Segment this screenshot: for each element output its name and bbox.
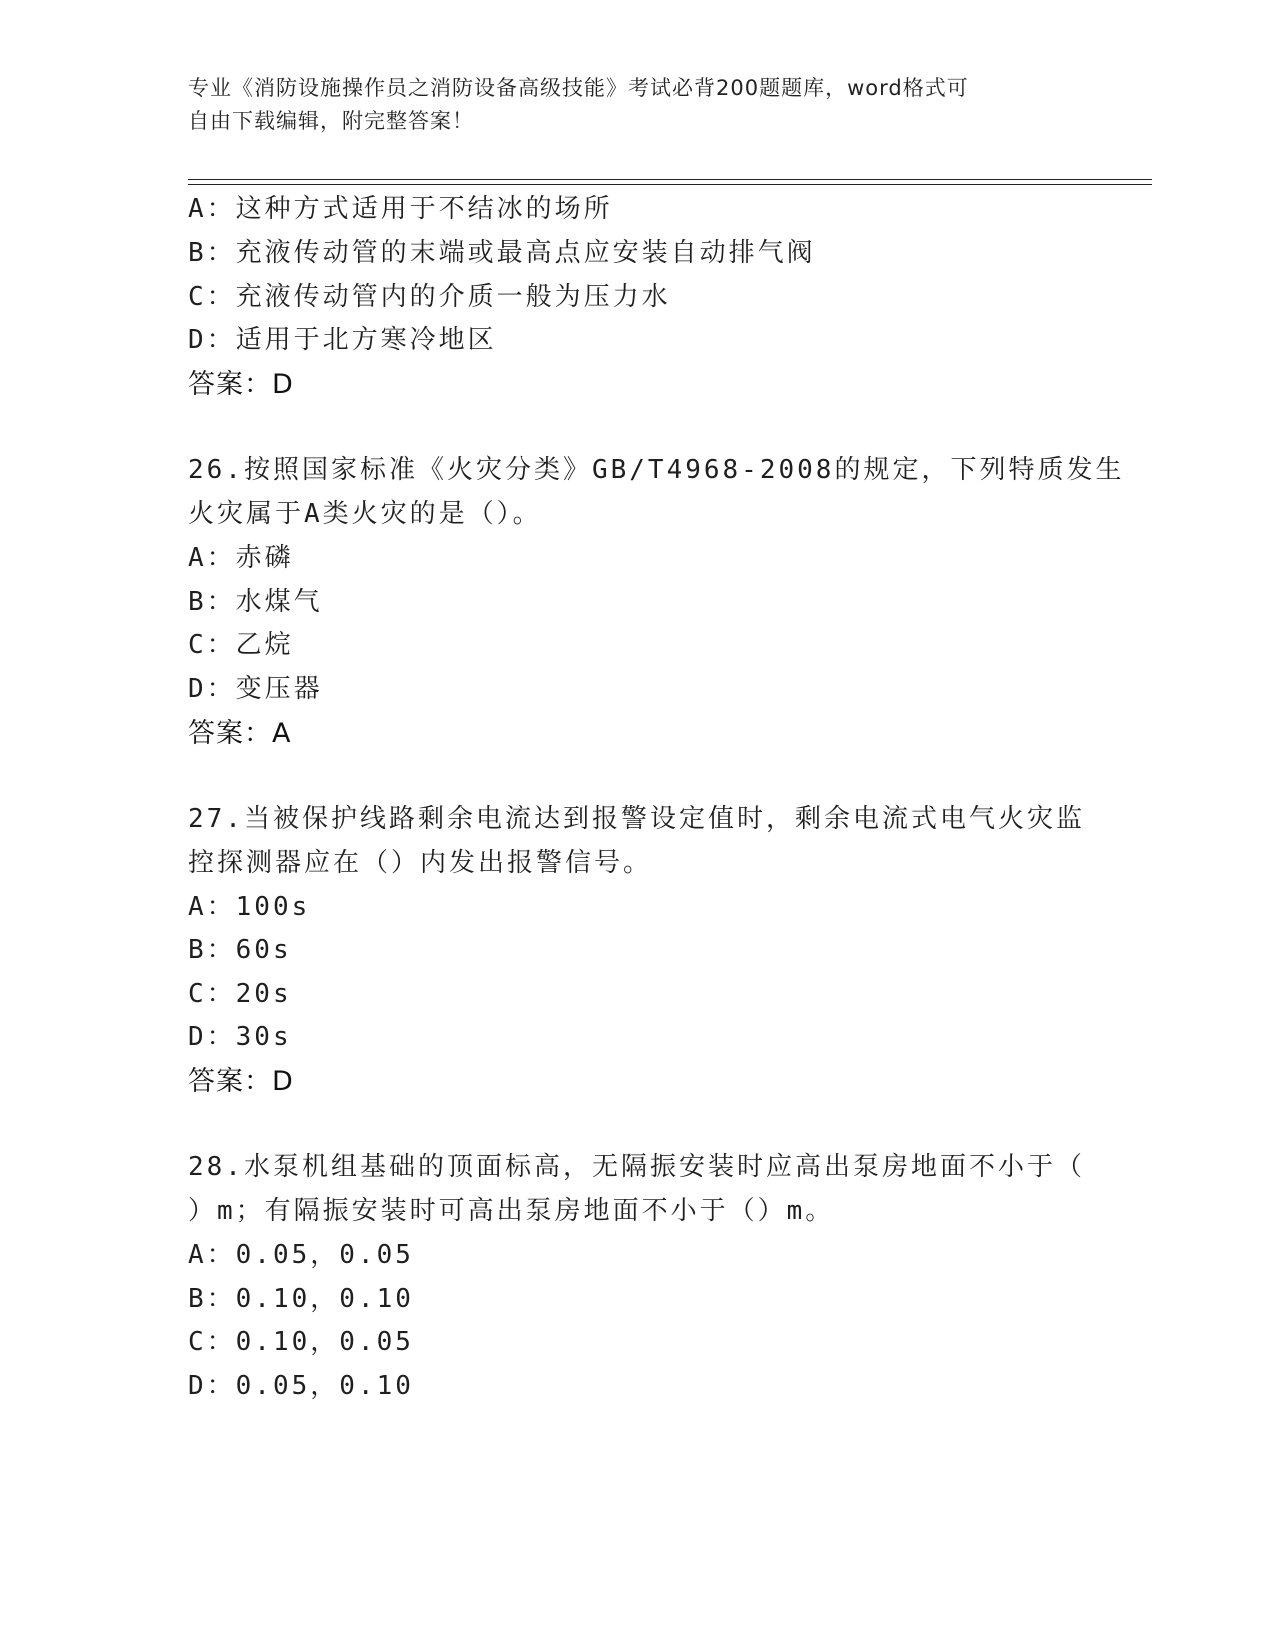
q28-option-d: D：0.05，0.10 [188, 1371, 414, 1401]
q27-answer: 答案：D [188, 1066, 294, 1097]
header-divider-bottom [188, 184, 1152, 185]
header-line-2: 自由下载编辑，附完整答案！ [188, 109, 474, 133]
q26-option-a: A：赤磷 [188, 543, 294, 573]
header-divider-top [188, 179, 1152, 180]
q28-option-b: B：0.10，0.10 [188, 1284, 414, 1314]
q27-option-a: A：100s [188, 892, 311, 922]
header-line-1: 专业《消防设施操作员之消防设备高级技能》考试必背200题题库，word格式可 [188, 76, 969, 100]
q25-option-a: A：这种方式适用于不结冰的场所 [188, 194, 613, 224]
q25-option-c: C：充液传动管内的介质一般为压力水 [188, 282, 671, 312]
q26-option-c: C：乙烷 [188, 630, 294, 660]
q26-option-d: D：变压器 [188, 674, 323, 704]
q28-stem-line-1: 28.水泵机组基础的顶面标高，无隔振安装时应高出泵房地面不小于（ [188, 1152, 1085, 1182]
q25-option-d: D：适用于北方寒冷地区 [188, 325, 497, 355]
q27-option-b: B：60s [188, 935, 292, 965]
q26-option-b: B：水煤气 [188, 587, 323, 617]
q27-option-d: D：30s [188, 1022, 292, 1052]
q27-stem-line-2: 控探测器应在（）内发出报警信号。 [188, 848, 653, 878]
q26-answer: 答案：A [188, 718, 292, 749]
document-header [188, 72, 1068, 138]
q26-stem-line-2: 火灾属于A类火灾的是（）。 [188, 499, 542, 529]
q27-stem-line-1: 27.当被保护线路剩余电流达到报警设定值时，剩余电流式电气火灾监 [188, 804, 1085, 834]
q25-option-b: B：充液传动管的末端或最高点应安装自动排气阀 [188, 238, 816, 268]
q26-stem-line-1: 26.按照国家标准《火灾分类》GB/T4968-2008的规定，下列特质发生 [188, 455, 1125, 485]
q28-option-a: A：0.05，0.05 [188, 1240, 414, 1270]
q25-answer: 答案：D [188, 369, 294, 400]
q28-stem-line-2: ）m；有隔振安装时可高出泵房地面不小于（）m。 [188, 1196, 835, 1226]
q28-option-c: C：0.10，0.05 [188, 1327, 414, 1357]
q27-option-c: C：20s [188, 979, 292, 1009]
